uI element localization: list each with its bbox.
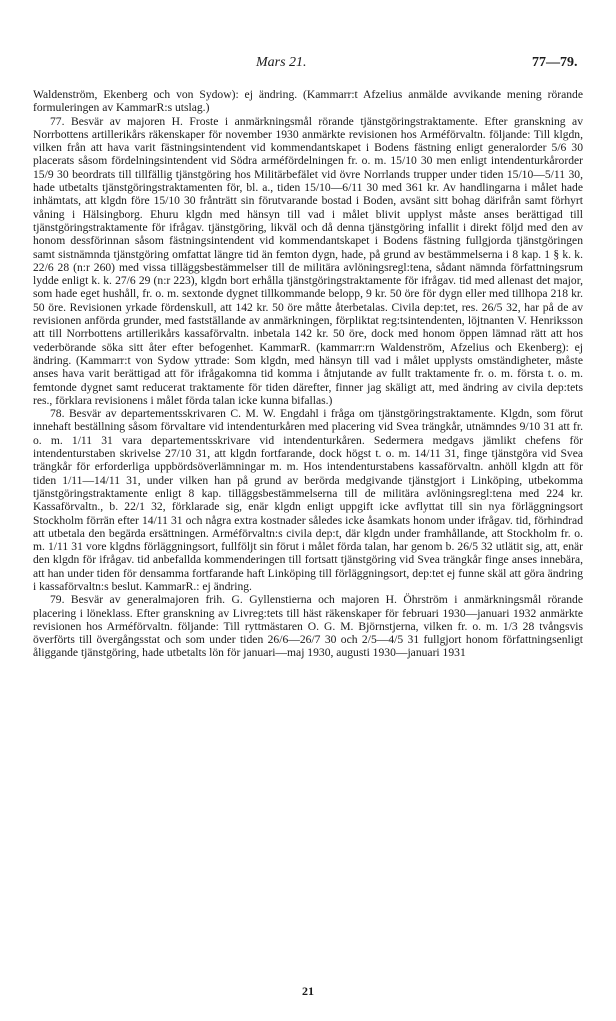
body-text — [33, 88, 583, 660]
paragraph-case-79: 79. Besvär av generalmajoren frih. G. Gyllenstierna och majoren H. Öhrström i anmärkningsmål rörande placering i löneklass. Efter granskning av Livreg:tets till häst räkenskaper för februari 1930—januari 1932 anmärkte revisionen hos Arméförvaltn. följande: Till ryttmästaren O. G. M. Björnstjerna, vilken fr. o. m. 1/3 28 tvångsvis överförts till övergångsstat och som under tiden 26/6—26/7 30 och 2/5—4/5 31 fullgjort honom författningsenligt åliggande tjänstgöring, hade utbetalts lön för januari—maj 1930, augusti 1930—januari 1931 — [33, 593, 583, 660]
page-number: 21 — [302, 984, 314, 998]
paragraph-case-77: 77. Besvär av majoren H. Froste i anmärkningsmål rörande tjänstgöringstraktamente. Efter granskning av Norrbottens artillerikårs räkenskaper för november 1930 anmärkte revisionen hos Arméförvaltn. följande: Till klgdn, vilken från att hava varit fästningsintendent vid kommendantskapet i Bodens fästning enligt generalorder 5/6 30 placerats såsom fördelningsintendent vid Södra arméfördelningen fr. o. m. 15/10 30 men enligt intendenturkårorder 15/9 30 beordrats till tillfällig tjänstgöring hos Militärbefälet vid övre Norrlands trupper under tiden 15/10—5/11 30, hade utbetalts tjänstgöringstraktamenten för, bl. a., tiden 15/10—6/11 30 med 361 kr. Av handlingarna i målet hade inhämtats, att klgdn före 15/10 30 frånträtt sin förutvarande bostad i Boden, avsänt sitt bohag därifrån samt förhyrt våning i Hälsingborg. Ehuru klgdn med hänsyn till vad i målet blivit upplyst måste anses berättigad till tjänstgöringstraktamente för ifrågav. tjänstgöring, likväl och då denna tjänstgöring infallit i direkt följd med den av honom dessförinnan såsom fästningsintendent vid kommendantskapet i Bodens fästning fullgjorda tjänstgöringen samt sistnämnda tjänstgöring omfattat längre tid än femton dygn, hade, på grund av bestämmelserna i 8 kap. 1 § k. k. 22/6 28 (n:r 260) med vissa tilläggsbestämmelser till de militära avlöningsregl:tena, sådant nämnda författningsrum lydde enligt k. k. 27/6 29 (n:r 223), klgdn bort erhålla tjänstgöringstraktamente för ifrågav. tid med allenast det major, som hade eget hushåll, fr. o. m. sextonde dygnet tillkommande belopp, 9 kr. 50 öre för dygn eller med tillhopa 218 kr. 50 öre. Revisionen yrkade fördenskull, att 142 kr. 50 öre måtte återbetalas. Civila dep:tet, res. 26/5 32, har på de av revisionen anförda grunder, med fastställande av anmärkningen, förpliktat reg:tsintendenten, löjtnanten V. Henriksson att till Norrbottens artillerikårs kassaförvaltn. inbetala 142 kr. 50 öre, dock med honom öppen lämnad rätt att hos vederbörande söka sitt åter efter befogenhet. KammarR. (kammarr:rn Waldenström, Afzelius och Ekenberg): ej ändring. (Kammarr:t von Sydow yttrade: Som klgdn, med hänsyn till vad i målet upplysts omständigheter, måste anses hava varit berättigad att för ifrågakomna tid komma i åtnjutande av fullt traktamente fr. o. m. första t. o. m. femtonde dygnet samt reducerat traktamente för tiden därefter, finner jag skäligt att, med ändring av civila dep:tets res., förklara revisionens i målet förda talan icke kunna bifallas.) — [33, 114, 583, 407]
running-head — [0, 55, 616, 75]
running-head-case-range: 77—79. — [532, 55, 578, 70]
paragraph-case-78: 78. Besvär av departementsskrivaren C. M. W. Engdahl i fråga om tjänstgöringstraktamente. Klgdn, som förut innehaft beställning såsom förvaltare vid intendenturkåren med placering vid Svea trängkår, utnämndes 9/10 31 att fr. o. m. 1/11 31 vara departementsskrivare vid intendenturkåren. Sedermera medgavs jämlikt chefens för intendenturstaben skrivelse 27/10 31, att klgdn fortfarande, dock högst t. o. m. 14/11 31, finge tjänstgöra vid Svea trängkår för erforderliga uppbördsöverlämningar m. m. Hos intendenturstabens kassaförvaltn. anhöll klgdn att för tiden 1/11—14/11 31, under vilken han på grund av berörda medgivande tjänstgjort i Linköping, utbekomma tjänstgöringstraktamente enligt 8 kap. tilläggsbestämmelserna till de militära avlöningsregl:tena med 224 kr. Kassaförvaltn., b. 22/1 32, förklarade sig, enär klgdn enligt uppgift icke avflyttat till sin nya förläggningsort Stockholm förrän efter 14/11 31 och några extra kostnader således icke åsamkats honom under ifrågav. tid, förhindrad att utbetala den begärda ersättningen. Arméförvaltn:s civila dep:t, där klgdn under framhållande, att Stockholm fr. o. m. 1/11 31 vore klgdns förläggningsort, fullföljt sin förut i målet förda talan, har genom b. 26/5 32 utlätit sig, att, enär den klgdn för ifrågav. tid anbefallda kommenderingen till fortsatt tjänstgöring vid Svea trängkår finge anses innebära, att han under tiden för densamma fortfarande haft Linköping till förläggningsort, dep:tet ej funne skäl att göra ändring i kassaförvaltn:s beslut. KammarR.: ej ändring. — [33, 407, 583, 593]
paragraph-case-76-end: Waldenström, Ekenberg och von Sydow): ej ändring. (Kammarr:t Afzelius anmälde avvikande mening rörande formuleringen av KammarR:s utslag.) — [33, 88, 583, 115]
running-head-title: Mars 21. — [256, 55, 307, 70]
